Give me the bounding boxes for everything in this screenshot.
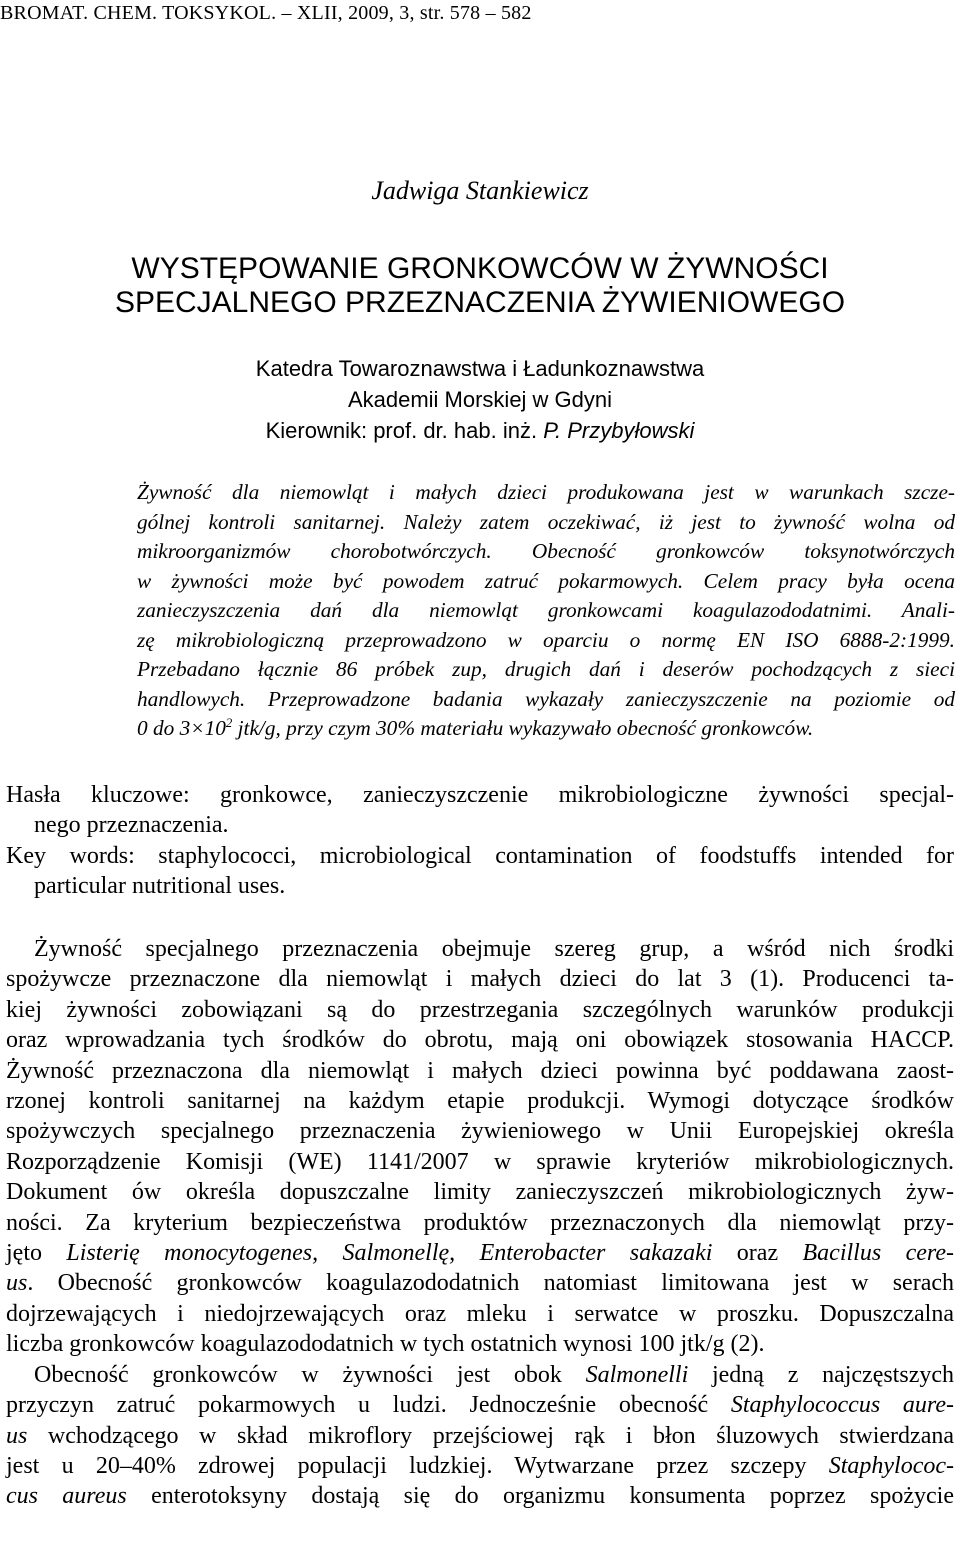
body-line: spożywcze przeznaczone dla niemowląt i małych dzieci do lat 3 (1). Producenci ta- (6, 966, 954, 993)
keywords-polish (6, 780, 954, 840)
author-name: Jadwiga Stankiewicz (371, 176, 589, 205)
body-line (6, 1238, 954, 1268)
body-text-run: oraz (712, 1240, 803, 1267)
keywords-english-line-1: Key words: staphylococci, microbiological contamination of foodstuffs intended for (6, 843, 954, 869)
species-name: us (6, 1422, 28, 1449)
body-line: Żywność specjalnego przeznaczenia obejmuje szereg grup, a wśród nich środki (34, 936, 954, 962)
body-line: rzonej kontroli sanitarnej na każdym etapie produkcji. Wymogi dotyczące środków (6, 1088, 954, 1115)
abstract-last-line-text: jtk/g, przy czym 30% materiału wykazywało obecność gronkowców. (232, 716, 814, 740)
species-name: cus aureus (6, 1483, 127, 1510)
affiliation-head (0, 418, 960, 444)
species-name: us (6, 1270, 28, 1297)
body-text-run: wchodzącego w skład mikroflory przejściowej rąk i błon śluzowych stwierdzana (27, 1422, 954, 1449)
abstract (137, 478, 955, 744)
article-title-line-1: WYSTĘPOWANIE GRONKOWCÓW W ŻYWNOŚCI (131, 252, 829, 285)
affiliation-department: Katedra Towaroznawstwa i Ładunkoznawstwa (255, 356, 705, 381)
body-line: ności. Za kryterium bezpieczeństwa produktów przeznaczonych dla niemowląt przy- (6, 1209, 954, 1236)
body-line: spożywczych specjalnego przeznaczenia żywieniowego w Unii Europejskiej określa (6, 1118, 954, 1145)
abstract-line: w żywności może być powodem zatruć pokarmowych. Celem pracy była ocena (137, 568, 955, 593)
keywords-english-line-2: particular nutritional uses. (34, 873, 286, 899)
body-line: Żywność przeznaczona dla niemowląt i małych dzieci powinna być poddawana zaost- (6, 1057, 954, 1084)
body-text-run: jest u 20–40% zdrowej populacji ludzkiej. Wytwarzane przez szczepy (6, 1452, 829, 1479)
abstract-exponent: 2 (225, 715, 233, 730)
body-text-run: jedną z najczęstszych (688, 1361, 954, 1388)
body-text (6, 934, 954, 1512)
body-line (6, 1421, 954, 1451)
body-line (6, 1451, 954, 1481)
body-line (6, 1268, 954, 1298)
article-title-line-2: SPECJALNEGO PRZEZNACZENIA ŻYWIENIOWEGO (114, 286, 846, 319)
body-line: oraz wprowadzania tych środków do obrotu, mają oni obowiązek stosowania HACCP. (6, 1027, 954, 1054)
body-text-run: Obecność gronkowców w żywności jest obok (34, 1361, 586, 1388)
body-line: Dokument ów określa dopuszczalne limity zanieczyszczeń mikrobiologicznych żyw- (6, 1179, 954, 1206)
body-line: Rozporządzenie Komisji (WE) 1141/2007 w sprawie kryteriów mikrobiologicznych. (6, 1148, 954, 1175)
affiliation-institution: Akademii Morskiej w Gdyni (347, 387, 613, 412)
body-text-run: jęto (6, 1240, 67, 1267)
abstract-line: handlowych. Przeprowadzone badania wykazały zanieczyszczenie na poziomie od (137, 686, 955, 711)
body-line: dojrzewających i niedojrzewających oraz mleku i serwatce w proszku. Dopuszczalna (6, 1300, 954, 1327)
abstract-line: mikroorganizmów chorobotwórczych. Obecność gronkowców toksynotwórczych (137, 539, 955, 563)
body-line (6, 1390, 954, 1420)
body-line: liczba gronkowców koagulazododatnich w tych ostatnich wynosi 100 jtk/g (2). (6, 1331, 765, 1358)
body-text-run: przyczyn zatruć pokarmowych u ludzi. Jednocześnie obecność (6, 1392, 731, 1419)
body-line (6, 1481, 954, 1511)
abstract-line: zę mikrobiologiczną przeprowadzono w oparciu o normę EN ISO 6888-2:1999. (137, 627, 955, 652)
abstract-line: Przebadano łącznie 86 próbek zup, drugich dań i deserów pochodzących z sieci (137, 657, 955, 681)
body-line (6, 1360, 954, 1390)
species-names: Listerię monocytogenes, Salmonellę, Enterobacter sakazaki (66, 1240, 713, 1267)
body-text-run: . Obecność gronkowców koagulazododatnich natomiast limitowana jest w serach (27, 1270, 954, 1297)
species-name: Staphylococcus aure- (730, 1392, 954, 1419)
species-name: Staphylococ- (828, 1452, 954, 1479)
running-header: BROMAT. CHEM. TOKSYKOL. – XLII, 2009, 3, str. 578 – 582 (0, 2, 532, 24)
abstract-last-line (137, 714, 955, 744)
species-name: Salmonelli (585, 1361, 689, 1388)
keywords-polish-line-1: Hasła kluczowe: gronkowce, zanieczyszczenie mikrobiologiczne żywności specjal- (6, 782, 954, 808)
species-name: Bacillus cere- (802, 1240, 954, 1267)
body-line: kiej żywności zobowiązani są do przestrzegania szczególnych warunków produkcji (6, 996, 954, 1023)
keywords-english (6, 841, 954, 901)
affiliation-head-label: Kierownik: prof. dr. hab. inż. (265, 418, 538, 443)
abstract-range-text: 0 do 3×10 (137, 716, 226, 740)
abstract-line: zanieczyszczenia dań dla niemowląt gronkowcami koagulazododatnimi. Anali- (137, 598, 955, 622)
abstract-line: Żywność dla niemowląt i małych dzieci produkowana jest w warunkach szcze- (137, 480, 955, 504)
abstract-line: gólnej kontroli sanitarnej. Należy zatem oczekiwać, iż jest to żywność wolna od (137, 509, 955, 534)
body-text-run: enterotoksyny dostają się do organizmu konsumenta poprzez spożycie (126, 1483, 954, 1510)
keywords-polish-line-2: nego przeznaczenia. (34, 812, 229, 838)
affiliation-head-name: P. Przybyłowski (543, 418, 695, 443)
